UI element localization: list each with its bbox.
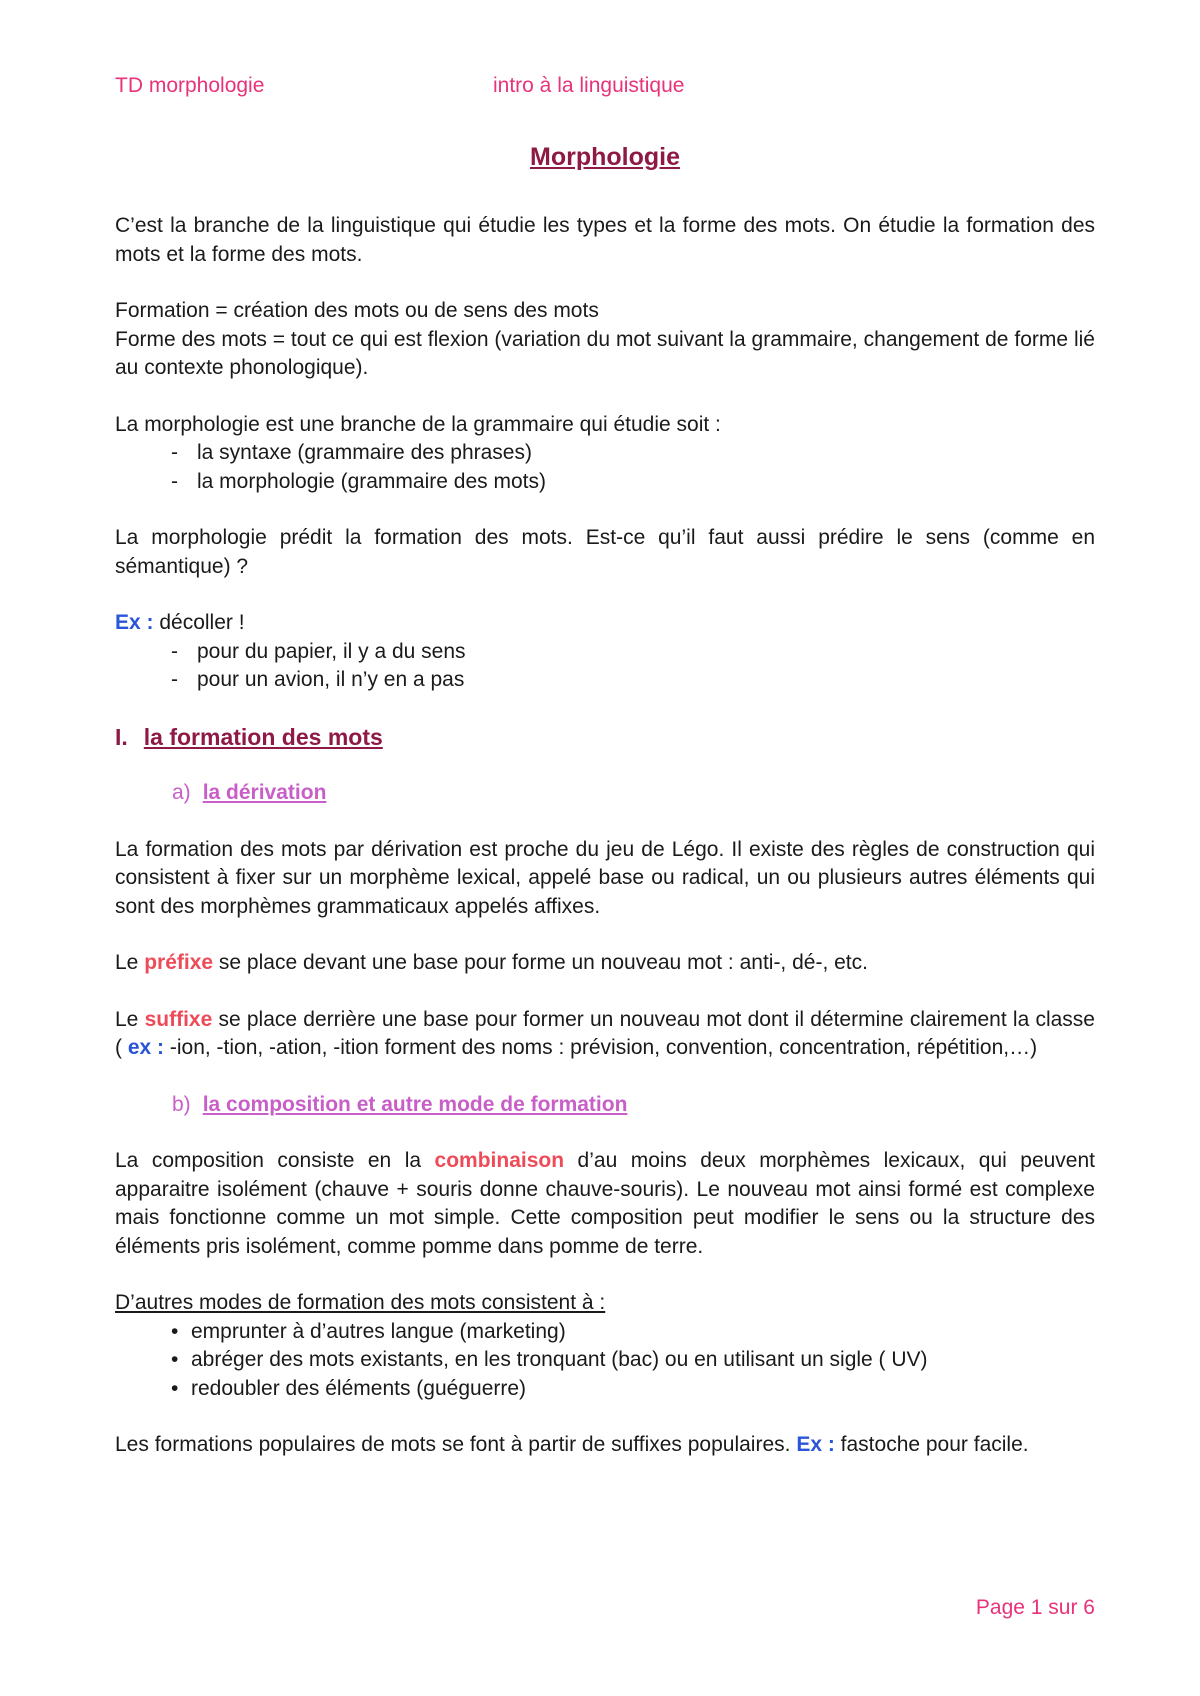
list-item: • emprunter à d’autres langue (marketing) [171, 1318, 1095, 1347]
list-item: - pour du papier, il y a du sens [171, 638, 1095, 667]
subsection-title: la composition et autre mode de formation [202, 1092, 628, 1116]
dash-marker: - [171, 668, 178, 691]
prefixe-paragraph: Le préfixe se place devant une base pour forme un nouveau mot : anti-, dé-, etc. [115, 951, 868, 974]
page-header [115, 74, 1085, 104]
example-line [115, 609, 1095, 638]
ex-label: Ex : [796, 1433, 835, 1456]
section-title: la formation des mots [143, 723, 383, 750]
predit-paragraph: La morphologie prédit la formation des mots. Est-ce qu’il faut aussi prédire le sens (comme en sémantique) ? [115, 526, 1095, 578]
intro-paragraph: C’est la branche de la linguistique qui étudie les types et la forme des mots. On étudie la formation des mots et la forme des mots. [115, 214, 1095, 266]
dash-marker: - [171, 469, 178, 493]
suffixe-keyword: suffixe [144, 1007, 213, 1031]
bullet-marker: • [171, 1348, 179, 1371]
example-list [115, 638, 1095, 695]
branche-list [115, 439, 1095, 496]
autres-modes-heading: D’autres modes de formation des mots consistent à : [115, 1291, 606, 1314]
bullet-marker: • [171, 1376, 179, 1400]
subsection-number: a) [172, 781, 191, 804]
subsection-title: la dérivation [202, 781, 327, 804]
dash-marker: - [171, 441, 178, 464]
ex-label: Ex : [115, 611, 154, 634]
list-item: • abréger des mots existants, en les tronquant (bac) ou en utilisant un sigle ( UV) [171, 1346, 1095, 1375]
dash-marker: - [171, 639, 178, 663]
prefixe-keyword: préfixe [144, 951, 214, 974]
section-number: I. [115, 723, 128, 750]
bullet-marker: • [171, 1319, 179, 1343]
populaires-paragraph: Les formations populaires de mots se font à partir de suffixes populaires. Ex : fastoche pour facile. [115, 1433, 1029, 1456]
list-item: - la syntaxe (grammaire des phrases) [171, 439, 1095, 468]
list-item: • redoubler des éléments (guéguerre) [171, 1375, 1095, 1404]
document-body [115, 140, 1095, 1488]
subsection-heading-b [172, 1091, 1095, 1120]
ex-label: ex : [127, 1036, 165, 1059]
derivation-paragraph: La formation des mots par dérivation est proche du jeu de Légo. Il existe des règles de construction qui consistent à fixer sur un morphème lexical, appelé base ou radical, un ou plusieurs autres éléments qui sont des morphèmes grammaticaux appelés affixes. [115, 837, 1095, 918]
formation-line: Formation = création des mots ou de sens des mots [115, 299, 599, 322]
combinaison-keyword: combinaison [434, 1149, 565, 1172]
section-heading-1 [115, 723, 1095, 752]
page-title: Morphologie [530, 143, 680, 171]
formation-paragraph [115, 297, 1095, 383]
list-item: - pour un avion, il n’y en a pas [171, 666, 1095, 695]
list-item: - la morphologie (grammaire des mots) [171, 468, 1095, 497]
page-number: Page 1 sur 6 [975, 1596, 1095, 1619]
autres-modes-list [115, 1318, 1095, 1404]
composition-paragraph: La composition consiste en la combinaison d’au moins deux morphèmes lexicaux, qui peuvent apparaitre isolément (chauve + souris donne chauve-souris). Le nouveau mot ainsi formé est complexe mais fonctionne comme un mot simple. Cette composition peut modifier le sens ou la structure des éléments pris isolément, comme pomme dans pomme de terre. [115, 1149, 1096, 1258]
forme-line: Forme des mots = tout ce qui est flexion (variation du mot suivant la grammaire, changement de forme lié au contexte phonologique). [115, 327, 1095, 379]
suffixe-paragraph: Le suffixe se place derrière une base pour former un nouveau mot dont il détermine clairement la classe ( ex : -ion, -tion, -ation, -ition forment des noms : prévision, convention, concentration, répétition,…) [115, 1007, 1095, 1059]
subsection-number: b) [172, 1092, 191, 1116]
ex-text: décoller ! [153, 611, 245, 634]
header-center: intro à la linguistique [493, 74, 685, 97]
subsection-heading-a [172, 779, 1095, 808]
header-left: TD morphologie [115, 74, 265, 97]
branche-paragraph: La morphologie est une branche de la grammaire qui étudie soit : [115, 412, 721, 436]
